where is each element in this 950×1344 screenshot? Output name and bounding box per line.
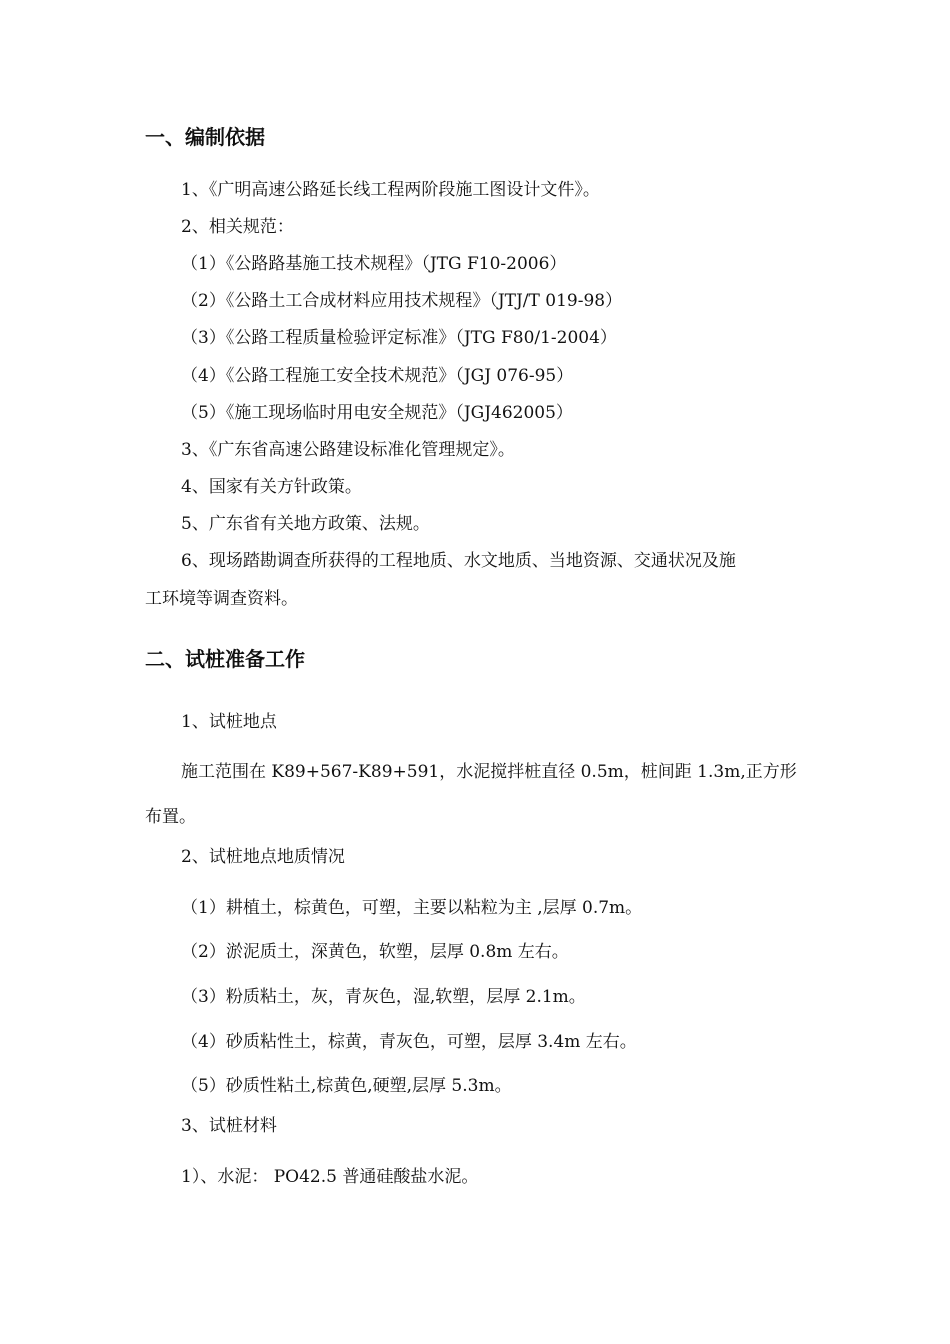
geology-layer-2: （2）淤泥质土，深黄色，软塑，层厚 0.8m 左右。: [181, 942, 569, 962]
location-paragraph: 施工范围在 K89+567-K89+591，水泥搅拌桩直径 0.5m，桩间距 1.3m,正方形: [181, 762, 797, 782]
geology-layer-5: （5）砂质性粘土,棕黄色,硬塑,层厚 5.3m。: [181, 1076, 512, 1096]
geology-layer-1: （1）耕植土，棕黄色，可塑，主要以粘粒为主 ,层厚 0.7m。: [181, 898, 643, 918]
material-cement: 1）、水泥： PO42.5 普通硅酸盐水泥。: [181, 1167, 479, 1187]
spec-item-2: （2）《公路土工合成材料应用技术规程》（JTJ/T 019-98）: [181, 291, 623, 311]
spec-item-4: （4）《公路工程施工安全技术规范》（JGJ 076-95）: [181, 366, 574, 386]
location-paragraph-cont: 布置。: [145, 807, 196, 827]
subheading-materials: 3、试桩材料: [181, 1116, 277, 1136]
spec-item-3: （3）《公路工程质量检验评定标准》（JTG F80/1-2004）: [181, 328, 617, 348]
basis-item-4: 4、国家有关方针政策。: [181, 477, 362, 497]
basis-item-6: 6、现场踏勘调查所获得的工程地质、水文地质、当地资源、交通状况及施: [181, 551, 736, 571]
subheading-geology: 2、试桩地点地质情况: [181, 847, 345, 867]
geology-layer-3: （3）粉质粘土，灰，青灰色，湿,软塑，层厚 2.1m。: [181, 987, 586, 1007]
basis-item-2: 2、相关规范：: [181, 217, 294, 237]
spec-item-5: （5）《施工现场临时用电安全规范》（JGJ462005）: [181, 403, 573, 423]
subheading-location: 1、试桩地点: [181, 712, 277, 732]
section-heading-preparation: 二、试桩准备工作: [145, 647, 305, 671]
basis-item-6-cont: 工环境等调查资料。: [145, 589, 298, 609]
geology-layer-4: （4）砂质粘性土，棕黄，青灰色，可塑，层厚 3.4m 左右。: [181, 1032, 637, 1052]
section-heading-basis: 一、编制依据: [145, 125, 265, 149]
basis-item-5: 5、广东省有关地方政策、法规。: [181, 514, 430, 534]
basis-item-1: 1、《广明高速公路延长线工程两阶段施工图设计文件》。: [181, 180, 600, 200]
spec-item-1: （1）《公路路基施工技术规程》（JTG F10-2006）: [181, 254, 567, 274]
basis-item-3: 3、《广东省高速公路建设标准化管理规定》。: [181, 440, 515, 460]
